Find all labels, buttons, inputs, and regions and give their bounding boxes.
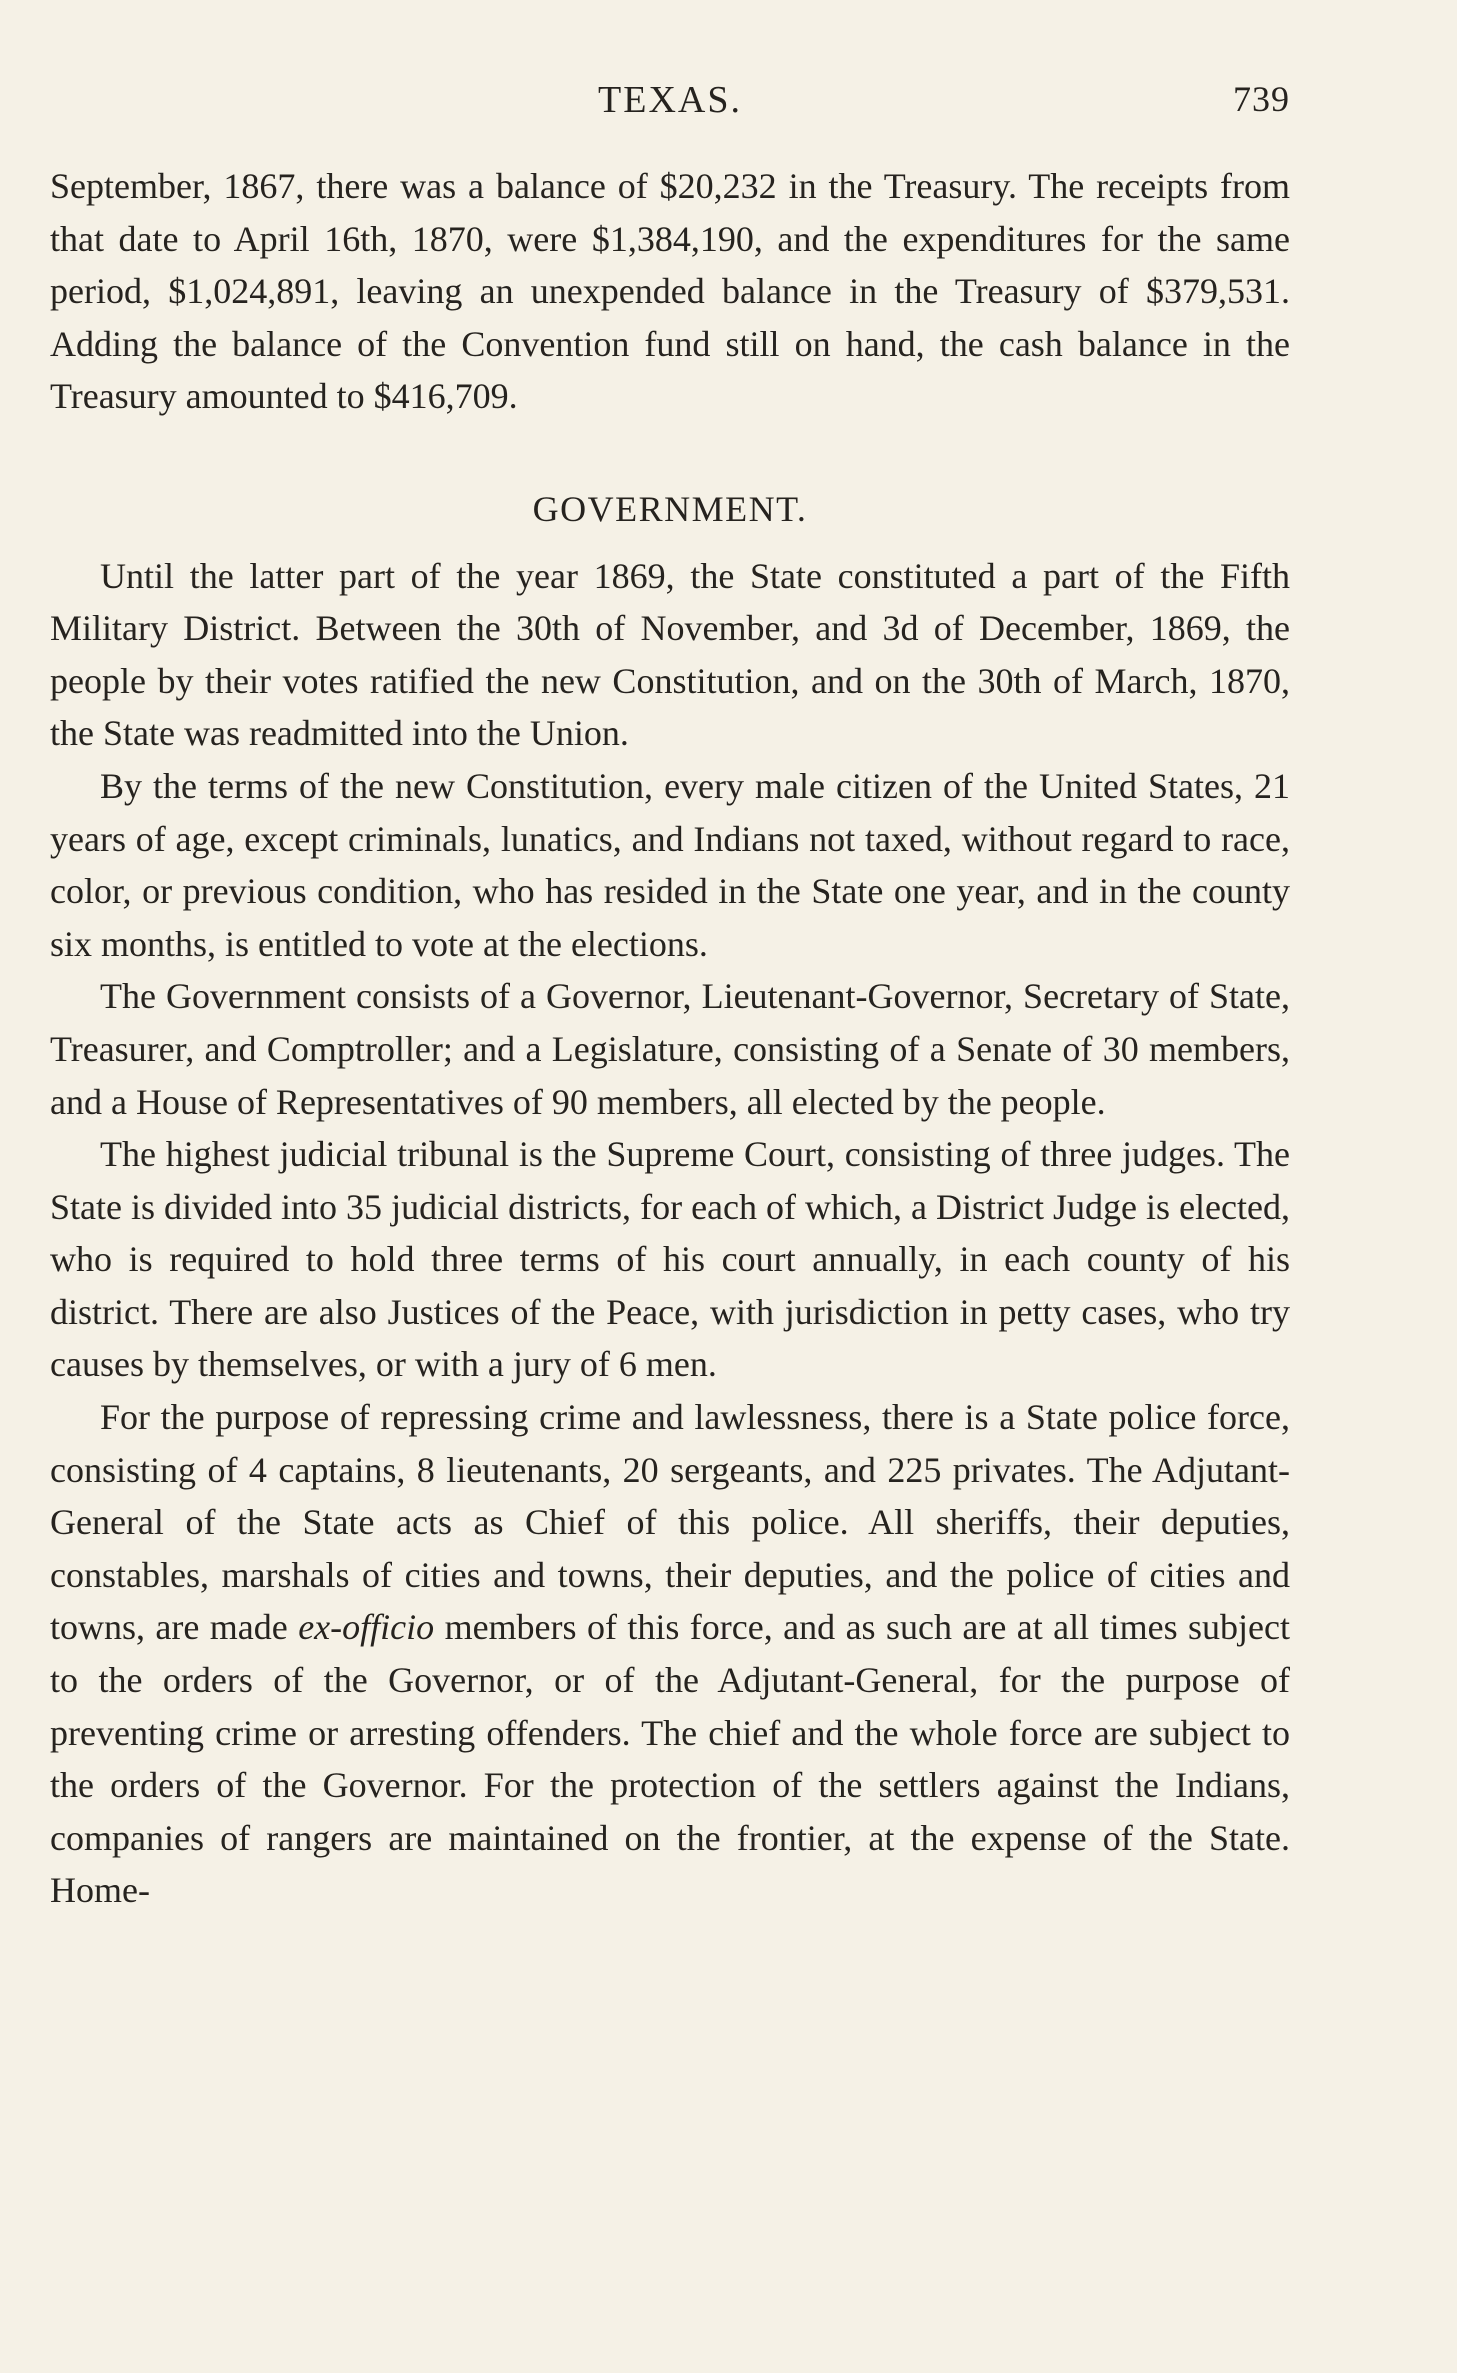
police-text-after: members of this force, and as such are at all times subject to the orders of the Governor, or of the Adjutant-General, for the purpose of preventing crime or arresting offenders. The chief and the whole force are subject to the orders of the Governor. For the protection of the settlers against the Indians, companies of rangers are maintained on the frontier, at the expense of the State. Home-: [50, 1607, 1290, 1911]
body-text: [50, 160, 1290, 1917]
police-text-before: For the purpose of repressing crime and lawlessness, there is a State police force, consisting of 4 captains, 8 lieutenants, 20 sergeants, and 225 privates. The Adjutant-General of the State acts as Chief of this police. All sheriffs, their deputies, constables, marshals of cities and towns, their deputies, and the police of cities and towns, are made: [50, 1397, 1290, 1648]
paragraph-judicial-tribunal: The highest judicial tribunal is the Supreme Court, consisting of three judges. The State is divided into 35 judicial districts, for each of which, a District Judge is elected, who is required to hold three terms of his court annually, in each county of his district. There are also Justices of the Peace, with jurisdiction in petty cases, who try causes by themselves, or with a jury of 6 men.: [50, 1134, 1290, 1385]
paragraph-state-police: [50, 1391, 1290, 1917]
paragraph-military-district: Until the latter part of the year 1869, the State constituted a part of the Fifth Military District. Between the 30th of November, and 3d of December, 1869, the people by their votes ratified the new Constitution, and on the 30th of March, 1870, the State was readmitted into the Union.: [50, 555, 1290, 754]
running-head: [50, 78, 1290, 128]
paragraph-voting-terms: By the terms of the new Constitution, every male citizen of the United States, 21 years of age, except criminals, lunatics, and Indians not taxed, without regard to race, color, or previous condition, who has resided in the State one year, and in the county six months, is entitled to vote at the elections.: [50, 765, 1290, 964]
running-title: TEXAS.: [598, 79, 742, 121]
ex-officio-term: ex-officio: [298, 1607, 435, 1648]
paragraph-government-structure: The Government consists of a Governor, Lieutenant-Governor, Secretary of State, Treasurer, and Comptroller; and a Legislature, consisting of a Senate of 30 members, and a House of Representatives of 90 members, all elected by the people.: [50, 976, 1290, 1122]
page-number: 739: [1233, 79, 1290, 119]
section-heading-government: GOVERNMENT.: [532, 488, 808, 529]
paragraph-treasury-balance: September, 1867, there was a balance of $20,232 in the Treasury. The receipts from that date to April 16th, 1870, were $1,384,190, and the expenditures for the same period, $1,024,891, leaving an unexpended balance in the Treasury of $379,531. Adding the balance of the Convention fund still on hand, the cash balance in the Treasury amounted to $416,709.: [50, 166, 1290, 417]
